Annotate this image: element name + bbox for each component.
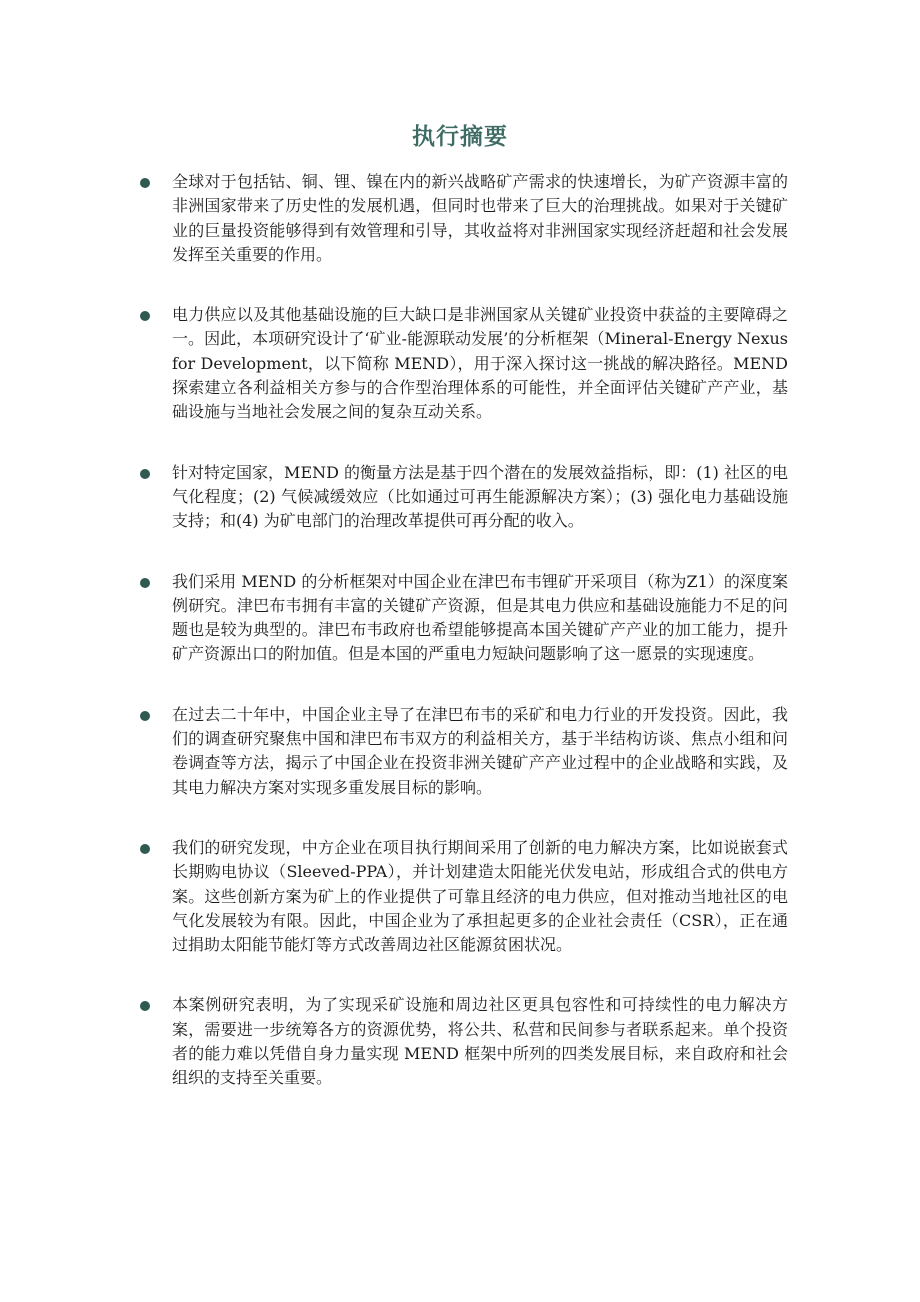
summary-list [138, 170, 788, 1127]
bullet-icon [140, 1001, 150, 1011]
bullet-icon [140, 178, 150, 188]
bullet-icon [140, 578, 150, 588]
bullet-icon [140, 469, 150, 479]
paragraph-text: 全球对于包括钴、铜、锂、镍在内的新兴战略矿产需求的快速增长，为矿产资源丰富的非洲国家带来了历史性的发展机遇，但同时也带来了巨大的治理挑战。如果对于关键矿业的巨量投资能够得到有效管理和引导，其收益将对非洲国家实现经济赶超和社会发展发挥至关重要的作用。 [172, 172, 788, 264]
bullet-icon [140, 311, 150, 321]
bullet-icon [140, 711, 150, 721]
list-item [138, 836, 788, 957]
page-title: 执行摘要 [412, 123, 508, 150]
paragraph-text: 针对特定国家，MEND 的衡量方法是基于四个潜在的发展效益指标，即：(1) 社区的电气化程度；(2) 气候减缓效应（比如通过可再生能源解决方案）；(3) 强化电力基础设施支持；和(4) 为矿电部门的治理改革提供可再分配的收入。 [172, 462, 788, 531]
list-item [138, 570, 788, 667]
bullet-icon [140, 844, 150, 854]
list-item [138, 170, 788, 267]
paragraph-text: 我们采用 MEND 的分析框架对中国企业在津巴布韦锂矿开采项目（称为Z1）的深度案例研究。津巴布韦拥有丰富的关键矿产资源，但是其电力供应和基础设施能力不足的问题也是较为典型的。津巴布韦政府也希望能够提高本国关键矿产产业的加工能力，提升矿产资源出口的附加值。但是本国的严重电力短缺问题影响了这一愿景的实现速度。 [172, 571, 788, 664]
list-item [138, 993, 788, 1090]
list-item [138, 461, 788, 534]
paragraph-text: 我们的研究发现，中方企业在项目执行期间采用了创新的电力解决方案，比如说嵌套式长期购电协议（Sleeved-PPA），并计划建造太阳能光伏发电站，形成组合式的供电方案。这些创新方案为矿上的作业提供了可靠且经济的电力供应，但对推动当地社区的电气化发展较为有限。因此，中国企业为了承担起更多的企业社会责任（CSR），正在通过捐助太阳能节能灯等方式改善周边社区能源贫困状况。 [172, 837, 788, 955]
paragraph-text: 本案例研究表明，为了实现采矿设施和周边社区更具包容性和可持续性的电力解决方案，需要进一步统筹各方的资源优势，将公共、私营和民间参与者联系起来。单个投资者的能力难以凭借自身力量实现 MEND 框架中所列的四类发展目标，来自政府和社会组织的支持至关重要。 [172, 995, 788, 1088]
list-item [138, 703, 788, 800]
paragraph-text: 电力供应以及其他基础设施的巨大缺口是非洲国家从关键矿业投资中获益的主要障碍之一。因此，本项研究设计了‘矿业-能源联动发展’的分析框架（Mineral-Energy Nexus for Development，以下简称 MEND），用于深入探讨这一挑战的解决路径。MEND 探索建立各利益相关方参与的合作型治理体系的可能性，并全面评估关键矿产产业，基础设施与当地社会发展之间的复杂互动关系。 [172, 305, 788, 422]
paragraph-text: 在过去二十年中，中国企业主导了在津巴布韦的采矿和电力行业的开发投资。因此，我们的调查研究聚焦中国和津巴布韦双方的利益相关方，基于半结构访谈、焦点小组和问卷调查等方法，揭示了中国企业在投资非洲关键矿产产业过程中的企业战略和实践，及其电力解决方案对实现多重发展目标的影响。 [172, 704, 788, 797]
list-item [138, 303, 788, 424]
